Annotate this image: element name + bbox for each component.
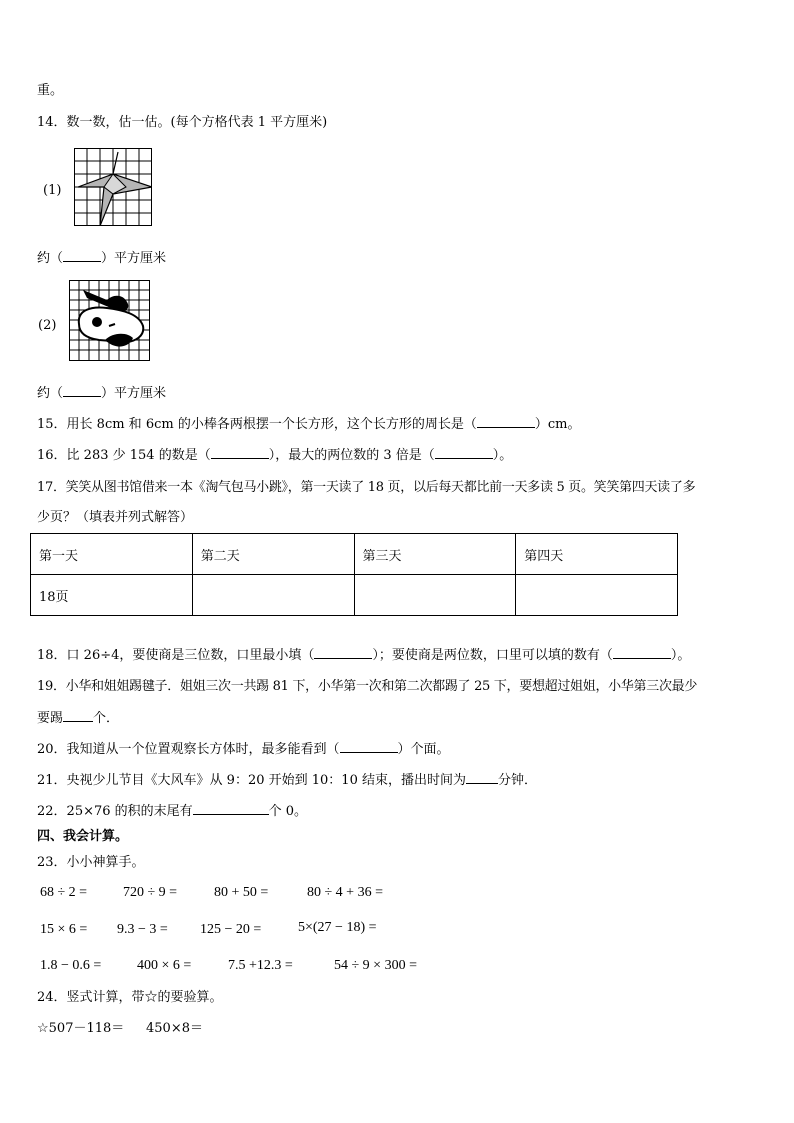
table-row bbox=[31, 575, 678, 616]
q14-answer1: 约（ ）平方厘米 bbox=[37, 251, 167, 266]
table-header-cell: 第一天 bbox=[31, 534, 193, 575]
q22-blank[interactable] bbox=[193, 802, 269, 815]
table-cell-day2[interactable] bbox=[192, 575, 354, 616]
q23-expr: 68 ÷ 2 = bbox=[40, 885, 88, 900]
q23-expr: 9.3 − 3 = bbox=[117, 922, 168, 937]
previous-question-tail: 重。 bbox=[37, 83, 64, 98]
q23-expr: 15 × 6 = bbox=[40, 922, 88, 937]
q19-blank[interactable] bbox=[63, 709, 93, 722]
q14-part1-label: (1) bbox=[43, 183, 62, 198]
q23-title: 23．小小神算手。 bbox=[37, 855, 145, 870]
q23-expr: 400 × 6 = bbox=[137, 958, 192, 973]
table-cell-day4[interactable] bbox=[516, 575, 678, 616]
table-header-cell: 第二天 bbox=[192, 534, 354, 575]
q18-blank-2[interactable] bbox=[613, 646, 671, 659]
q18: 18．口 26÷4，要使商是三位数，口里最小填（ ）；要使商是两位数，口里可以填的数有（ ）。 bbox=[37, 648, 691, 663]
q23-expr: 80 + 50 = bbox=[214, 885, 269, 900]
q19-line2: 要踢 个． bbox=[37, 711, 120, 726]
q24-item: 450×8＝ bbox=[146, 1021, 203, 1036]
q14-answer2-blank[interactable] bbox=[63, 384, 101, 397]
q17-line2: 少页？（填表并列式解答） bbox=[37, 510, 194, 525]
q23-expr: 720 ÷ 9 = bbox=[123, 885, 178, 900]
q23-expr: 1.8 − 0.6 = bbox=[40, 958, 102, 973]
q21: 21．央视少儿节目《大风车》从 9：20 开始到 10：10 结束，播出时间为 分钟． bbox=[37, 773, 537, 788]
q16-blank-1[interactable] bbox=[211, 446, 269, 459]
q14-answer1-blank[interactable] bbox=[63, 249, 101, 262]
table-header-cell: 第四天 bbox=[516, 534, 678, 575]
q23-expr: 80 ÷ 4 + 36 = bbox=[307, 885, 383, 900]
q20: 20．我知道从一个位置观察长方体时，最多能看到（ ）个面。 bbox=[37, 742, 450, 757]
section-4-heading: 四、我会计算。 bbox=[37, 829, 129, 844]
q19-line1: 19．小华和姐姐踢毽子．姐姐三次一共踢 81 下，小华第一次和第二次都踢了 25 下，要想超过姐姐，小华第三次最少 bbox=[37, 679, 698, 694]
q23-expr: 54 ÷ 9 × 300 = bbox=[334, 958, 417, 973]
q14-part2-label: (2) bbox=[38, 318, 57, 333]
q17-reading-table bbox=[30, 533, 678, 616]
q17-line1: 17．笑笑从图书馆借来一本《淘气包马小跳》，第一天读了 18 页，以后每天都比前一天多读 5 页。笑笑第四天读了多 bbox=[37, 480, 696, 495]
q22: 22．25×76 的积的末尾有 个 0。 bbox=[37, 804, 308, 819]
q24-title: 24．竖式计算，带☆的要验算。 bbox=[37, 990, 223, 1005]
table-header-cell: 第三天 bbox=[354, 534, 516, 575]
q14-answer2: 约（ ）平方厘米 bbox=[37, 386, 167, 401]
q14-grid-star-figure bbox=[74, 148, 152, 226]
q15-blank[interactable] bbox=[477, 415, 535, 428]
q16: 16．比 283 少 154 的数是（ ），最大的两位数的 3 倍是（ ）。 bbox=[37, 448, 513, 463]
table-header-row bbox=[31, 534, 678, 575]
q23-expr: 125 − 20 = bbox=[200, 922, 262, 937]
table-cell-day1: 18页 bbox=[31, 575, 193, 616]
q16-blank-2[interactable] bbox=[435, 446, 493, 459]
q24-item: ☆507－118＝ bbox=[37, 1021, 125, 1036]
q23-expr: 7.5 +12.3 = bbox=[228, 958, 293, 973]
q20-blank[interactable] bbox=[340, 740, 398, 753]
table-cell-day3[interactable] bbox=[354, 575, 516, 616]
q15: 15．用长 8cm 和 6cm 的小棒各两根摆一个长方形，这个长方形的周长是（ ）cm。 bbox=[37, 417, 581, 432]
q14-title: 14．数一数，估一估。(每个方格代表 1 平方厘米) bbox=[37, 115, 328, 130]
q23-expr: 5×(27 − 18) = bbox=[298, 920, 377, 935]
q18-blank-1[interactable] bbox=[314, 646, 372, 659]
q14-grid-irregular-figure bbox=[69, 280, 150, 361]
q21-blank[interactable] bbox=[466, 771, 498, 784]
